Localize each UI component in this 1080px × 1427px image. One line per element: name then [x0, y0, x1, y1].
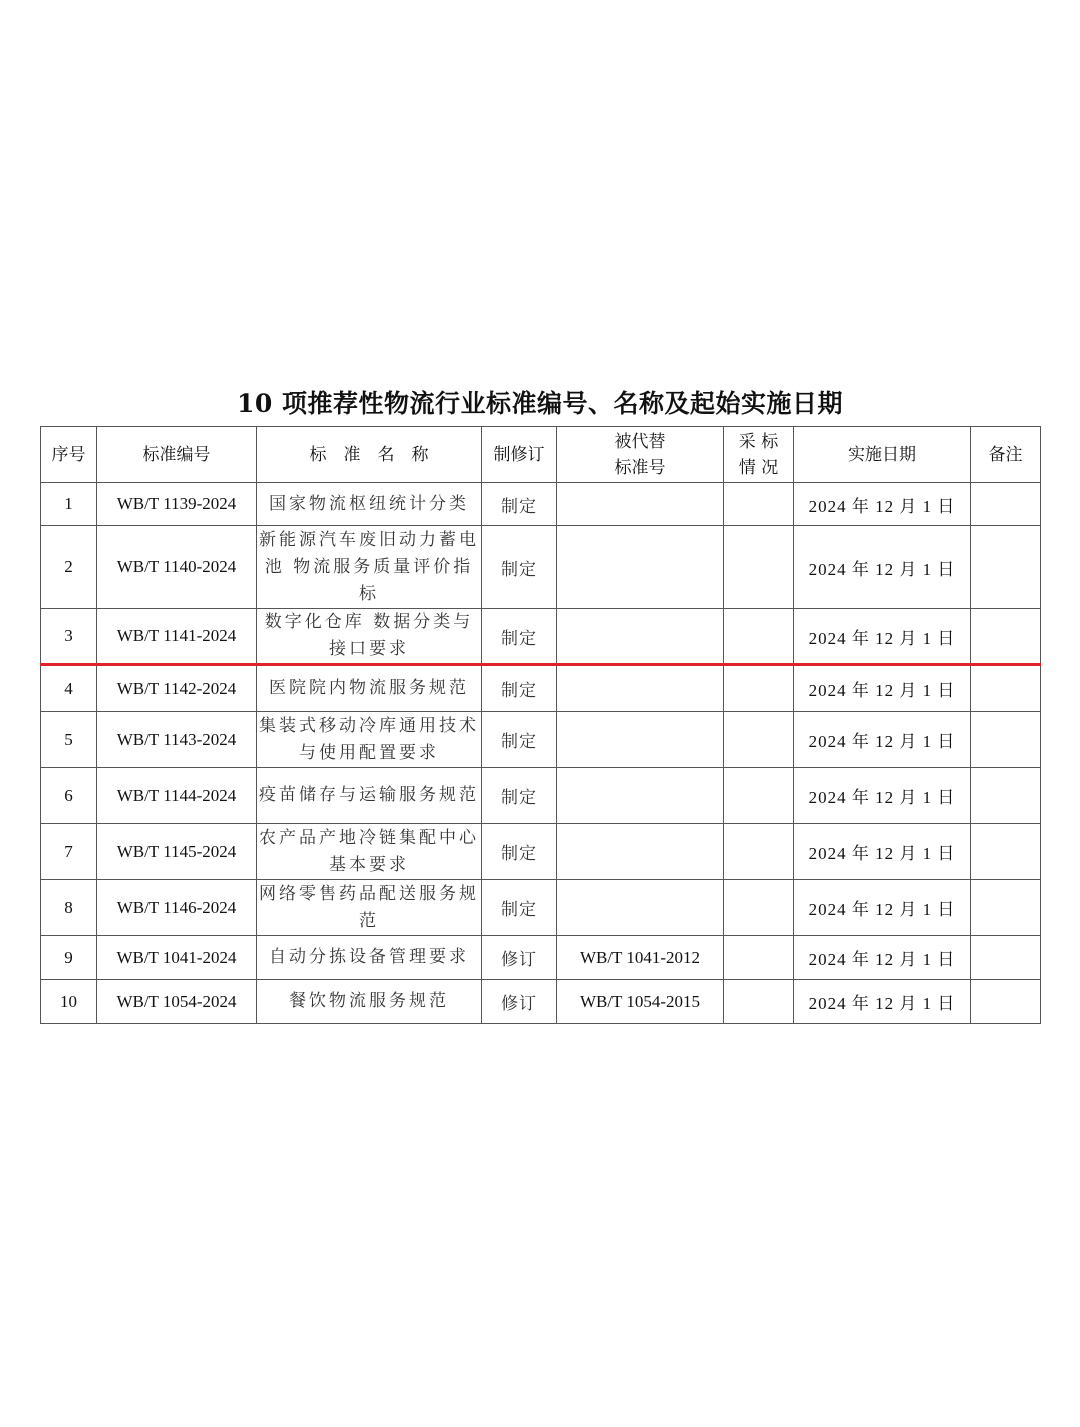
header-replaced-line2: 标准号 [614, 457, 666, 478]
table-row [41, 483, 1041, 526]
row-type: 制定 [482, 526, 557, 609]
row-replaced [557, 526, 724, 609]
row-type: 制定 [482, 880, 557, 936]
header-adopt [724, 427, 794, 483]
row-code: WB/T 1139-2024 [97, 483, 257, 526]
row-replaced: WB/T 1041-2012 [557, 936, 724, 980]
row-type: 制定 [482, 665, 557, 712]
table-row [41, 824, 1041, 880]
row-name: 餐饮物流服务规范 [257, 980, 482, 1024]
row-name: 农产品产地冷链集配中心基本要求 [257, 824, 482, 880]
row-remark [971, 824, 1041, 880]
row-seq: 10 [41, 980, 97, 1024]
row-adopt [724, 712, 794, 768]
row-type: 修订 [482, 936, 557, 980]
row-date: 2024 年 12 月 1 日 [794, 768, 971, 824]
row-code: WB/T 1054-2024 [97, 980, 257, 1024]
row-seq: 4 [41, 665, 97, 712]
header-code: 标准编号 [97, 427, 257, 483]
row-date: 2024 年 12 月 1 日 [794, 609, 971, 665]
row-code: WB/T 1144-2024 [97, 768, 257, 824]
row-type: 制定 [482, 483, 557, 526]
row-code: WB/T 1142-2024 [97, 665, 257, 712]
row-date: 2024 年 12 月 1 日 [794, 665, 971, 712]
header-replaced-line1: 被代替 [614, 431, 666, 452]
header-type: 制修订 [482, 427, 557, 483]
table-row [41, 880, 1041, 936]
row-adopt [724, 936, 794, 980]
row-remark [971, 483, 1041, 526]
row-adopt [724, 824, 794, 880]
header-adopt-line1: 采 标 [738, 431, 779, 452]
row-seq: 9 [41, 936, 97, 980]
row-type: 制定 [482, 609, 557, 665]
row-date: 2024 年 12 月 1 日 [794, 712, 971, 768]
row-name: 医院院内物流服务规范 [257, 665, 482, 712]
row-type: 制定 [482, 768, 557, 824]
row-date: 2024 年 12 月 1 日 [794, 526, 971, 609]
table-row [41, 609, 1041, 665]
row-seq: 2 [41, 526, 97, 609]
row-replaced [557, 824, 724, 880]
row-replaced [557, 768, 724, 824]
row-remark [971, 880, 1041, 936]
row-seq: 8 [41, 880, 97, 936]
row-replaced [557, 609, 724, 665]
table-row [41, 526, 1041, 609]
row-replaced: WB/T 1054-2015 [557, 980, 724, 1024]
header-seq: 序号 [41, 427, 97, 483]
row-date: 2024 年 12 月 1 日 [794, 824, 971, 880]
row-remark [971, 665, 1041, 712]
header-name: 标 准 名 称 [257, 427, 482, 483]
row-name: 自动分拣设备管理要求 [257, 936, 482, 980]
row-type: 修订 [482, 980, 557, 1024]
row-seq: 3 [41, 609, 97, 665]
row-seq: 1 [41, 483, 97, 526]
header-remark: 备注 [971, 427, 1041, 483]
row-remark [971, 712, 1041, 768]
row-code: WB/T 1141-2024 [97, 609, 257, 665]
row-replaced [557, 483, 724, 526]
row-replaced [557, 712, 724, 768]
header-replaced [557, 427, 724, 483]
row-adopt [724, 483, 794, 526]
row-seq: 7 [41, 824, 97, 880]
row-replaced [557, 665, 724, 712]
row-code: WB/T 1145-2024 [97, 824, 257, 880]
standards-table [40, 426, 1041, 1024]
row-name: 网络零售药品配送服务规范 [257, 880, 482, 936]
row-code: WB/T 1140-2024 [97, 526, 257, 609]
row-date: 2024 年 12 月 1 日 [794, 936, 971, 980]
row-remark [971, 609, 1041, 665]
header-adopt-line2: 情 况 [738, 457, 779, 478]
row-remark [971, 526, 1041, 609]
table-row [41, 712, 1041, 768]
table-row [41, 665, 1041, 712]
row-code: WB/T 1041-2024 [97, 936, 257, 980]
row-adopt [724, 526, 794, 609]
row-seq: 5 [41, 712, 97, 768]
row-replaced [557, 880, 724, 936]
row-adopt [724, 768, 794, 824]
row-type: 制定 [482, 712, 557, 768]
row-date: 2024 年 12 月 1 日 [794, 880, 971, 936]
row-type: 制定 [482, 824, 557, 880]
table-row [41, 768, 1041, 824]
row-remark [971, 936, 1041, 980]
row-adopt [724, 609, 794, 665]
row-name: 疫苗储存与运输服务规范 [257, 768, 482, 824]
row-code: WB/T 1143-2024 [97, 712, 257, 768]
table-row [41, 936, 1041, 980]
header-date: 实施日期 [794, 427, 971, 483]
row-adopt [724, 665, 794, 712]
row-date: 2024 年 12 月 1 日 [794, 483, 971, 526]
row-name: 数字化仓库 数据分类与接口要求 [257, 609, 482, 665]
row-name: 新能源汽车废旧动力蓄电池 物流服务质量评价指标 [257, 526, 482, 609]
row-name: 国家物流枢纽统计分类 [257, 483, 482, 526]
row-seq: 6 [41, 768, 97, 824]
row-remark [971, 768, 1041, 824]
document-title: 10 项推荐性物流行业标准编号、名称及起始实施日期 [237, 389, 843, 418]
row-remark [971, 980, 1041, 1024]
row-adopt [724, 980, 794, 1024]
row-code: WB/T 1146-2024 [97, 880, 257, 936]
row-date: 2024 年 12 月 1 日 [794, 980, 971, 1024]
row-name: 集装式移动冷库通用技术与使用配置要求 [257, 712, 482, 768]
table-row [41, 980, 1041, 1024]
row-adopt [724, 880, 794, 936]
table-header-row [41, 427, 1041, 483]
